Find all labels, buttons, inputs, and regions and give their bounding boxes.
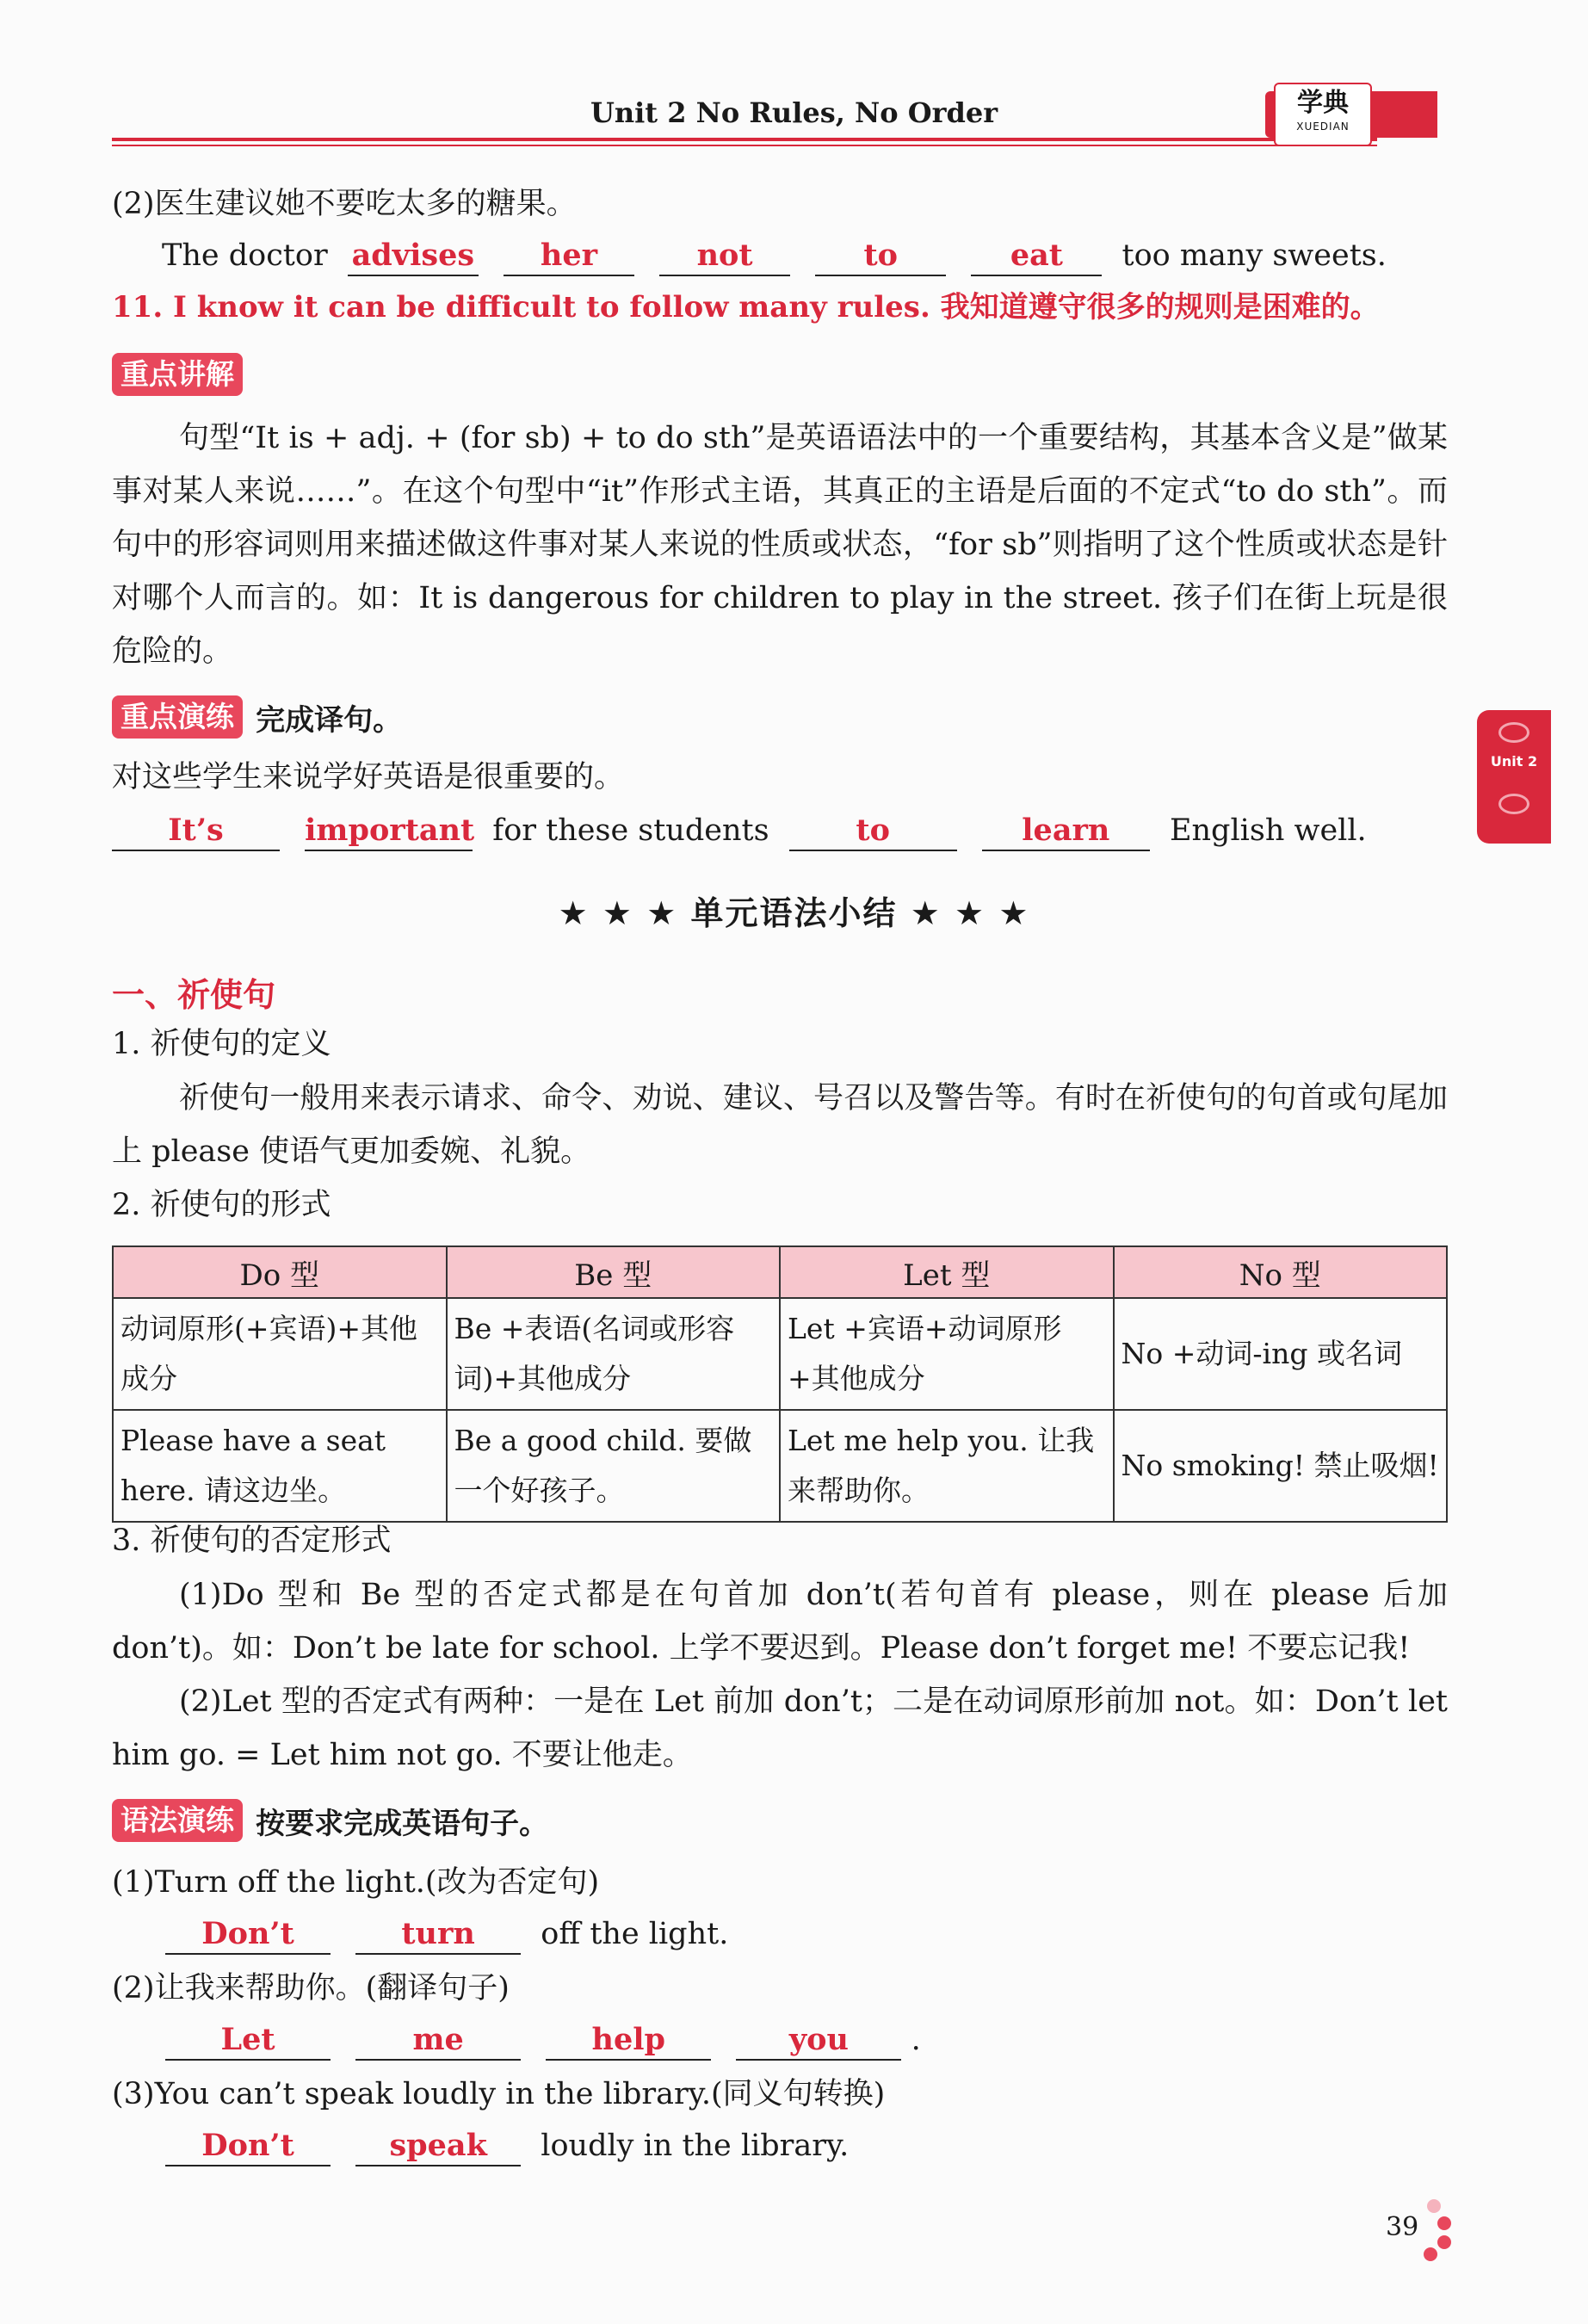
key-explain-heading (112, 353, 243, 396)
table-cell: Let +宾语+动词原形+其他成分 (780, 1298, 1114, 1410)
answer-blank: important (305, 812, 473, 851)
key-practice-tag: 重点演练 (112, 695, 243, 739)
decorative-dots (1403, 2199, 1455, 2268)
gp-q2: (2)让我来帮助你。(翻译句子) (112, 1971, 510, 2006)
gp-q1: (1)Turn off the light.(改为否定句) (112, 1865, 600, 1900)
grammar-practice-heading (112, 1799, 548, 1842)
section-imperative-title: 一、祈使句 (112, 975, 276, 1014)
negative-form-title: 3. 祈使句的否定形式 (112, 1524, 392, 1558)
logo-text-cn: 学典 (1297, 88, 1349, 118)
answer-blank: to (815, 237, 946, 276)
answer-blank: you (736, 2021, 901, 2061)
practice-chinese: 对这些学生来说学好英语是很重要的。 (112, 760, 625, 794)
practice-end: English well. (1169, 813, 1367, 848)
publisher-logo (1239, 83, 1437, 151)
table-cell: 动词原形(+宾语)+其他成分 (113, 1298, 447, 1410)
definition-title: 1. 祈使句的定义 (112, 1027, 331, 1061)
table-row (113, 1410, 1447, 1522)
wing-icon (1498, 722, 1529, 743)
answer-blank: to (789, 812, 957, 851)
answer-blank: Let (165, 2021, 331, 2061)
answer-blank: Don’t (165, 2127, 331, 2166)
gp-q3-end: loudly in the library. (541, 2129, 850, 2163)
q2-english-line (162, 234, 1387, 277)
table-cell: No +动词-ing 或名词 (1114, 1298, 1448, 1410)
table-cell: Be +表语(名词或形容词)+其他成分 (447, 1298, 781, 1410)
q2-suffix: too many sweets. (1121, 238, 1387, 273)
practice-mid: for these students (492, 813, 769, 848)
gp-q1-answer-line (165, 1913, 728, 1956)
answer-blank: It’s (112, 812, 280, 851)
definition-text: 祈使句一般用来表示请求、命令、劝说、建议、号召以及警告等。有时在祈使句的句首或句尾加上 please 使语气更加委婉、礼貌。 (112, 1081, 1448, 1169)
q2-chinese: (2)医生建议她不要吃太多的糖果。 (112, 187, 577, 221)
running-header: Unit 2 No Rules, No Order (590, 96, 998, 129)
header-rule-thin (112, 145, 1377, 146)
form-title: 2. 祈使句的形式 (112, 1188, 331, 1222)
gp-q1-end: off the light. (541, 1917, 729, 1951)
table-header-cell: No 型 (1114, 1246, 1448, 1298)
explain-paragraph: 句型“It is + adj. + (for sb) + to do sth”是英语语法中的一个重要结构，其基本含义是”做某事对某人来说……”。在这个句型中“it”作形式主语，其真正的主语是后面的不定式“to do sth”。而句中的形容词则用来描述做这件事对某人来说的性质或状态，“for sb”则指明了这个性质或状态是针对哪个人而言的。如：It is dangerous for children to play in the street. 孩子们在街上玩是很危险的。 (112, 421, 1448, 669)
side-tab-label: Unit 2 (1490, 753, 1538, 770)
item-11-title: 11. I know it can be difficult to follow many rules. 我知道遵守很多的规则是困难的。 (112, 290, 1380, 324)
answer-blank: me (355, 2021, 521, 2061)
table-header-row (113, 1246, 1447, 1298)
answer-blank: eat (971, 237, 1102, 276)
dot (1437, 2235, 1451, 2249)
table-cell: Let me help you. 让我来帮助你。 (780, 1410, 1114, 1522)
answer-blank: learn (982, 812, 1150, 851)
gp-q2-answer-line (165, 2018, 921, 2061)
unit-side-tab (1477, 710, 1551, 844)
key-practice-instruction: 完成译句。 (256, 702, 403, 738)
answer-blank: help (546, 2021, 711, 2061)
negative-form-p2: (2)Let 型的否定式有两种：一是在 Let 前加 don’t；二是在动词原形前加 not。如：Don’t let him go. = Let him not go. 不要让他走。 (112, 1684, 1448, 1772)
wing-icon (1498, 794, 1529, 814)
table-cell: Be a good child. 要做一个好孩子。 (447, 1410, 781, 1522)
q2-prefix: The doctor (162, 238, 328, 273)
answer-blank: speak (355, 2127, 521, 2166)
answer-blank: turn (355, 1915, 521, 1955)
answer-blank: not (659, 237, 790, 276)
gp-q3: (3)You can’t speak loudly in the library.(同义句转换) (112, 2077, 886, 2111)
page-number: 39 (1386, 2212, 1419, 2242)
dot (1427, 2199, 1441, 2213)
key-explain-tag: 重点讲解 (112, 353, 243, 396)
table-row (113, 1298, 1447, 1410)
key-practice-heading (112, 695, 402, 739)
table-header-cell: Do 型 (113, 1246, 447, 1298)
grammar-summary-title: ★ ★ ★ 单元语法小结 ★ ★ ★ (558, 894, 1030, 932)
grammar-practice-instruction: 按要求完成英语句子。 (256, 1806, 549, 1841)
gp-q3-answer-line (165, 2124, 849, 2167)
logo-text-en: XUEDIAN (1296, 121, 1350, 133)
negative-form-p1: (1)Do 型和 Be 型的否定式都是在句首加 don’t(若句首有 please，则在 please 后加 don’t)。如：Don’t be late for school. 上学不要迟到。Please don’t forget me! 不要忘记我! (112, 1578, 1448, 1666)
table-header-cell: Let 型 (780, 1246, 1114, 1298)
table-cell: Please have a seat here. 请这边坐。 (113, 1410, 447, 1522)
imperative-forms-table (112, 1245, 1448, 1523)
table-cell: No smoking! 禁止吸烟! (1114, 1410, 1448, 1522)
answer-blank: Don’t (165, 1915, 331, 1955)
practice-english-line (112, 809, 1367, 852)
logo-box (1274, 83, 1372, 146)
answer-blank: her (504, 237, 634, 276)
table-header-cell: Be 型 (447, 1246, 781, 1298)
dot (1437, 2216, 1451, 2230)
header-rule (112, 138, 1377, 141)
gp-q2-end: . (911, 2023, 921, 2057)
grammar-practice-tag: 语法演练 (112, 1799, 243, 1842)
answer-blank: advises (348, 237, 479, 276)
dot (1424, 2247, 1437, 2261)
